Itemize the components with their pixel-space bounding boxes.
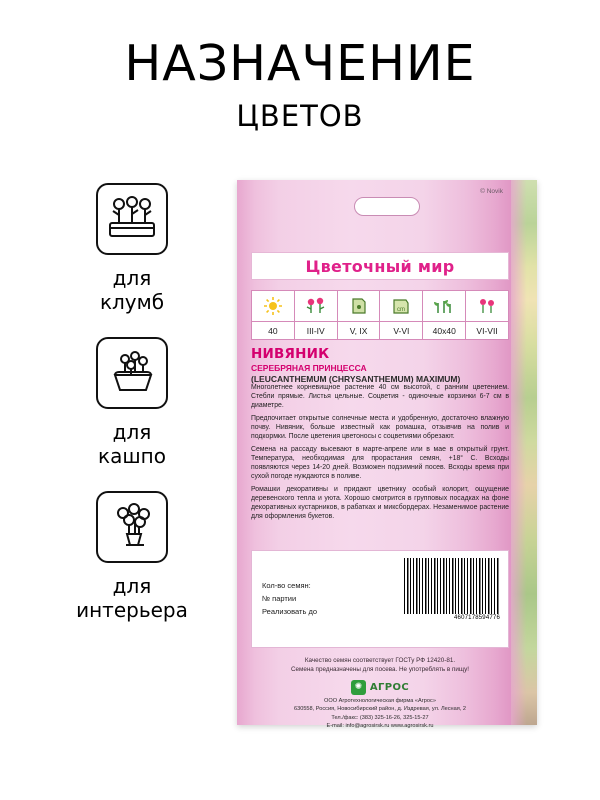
info-value-sowing: III-IV: [295, 321, 338, 339]
packet-fields: [262, 579, 317, 618]
seed-name: НИВЯНИК: [251, 346, 330, 362]
photo-credit: © Novik: [480, 188, 503, 195]
field-batch-number: № партии: [262, 594, 297, 604]
feature-label-flowerbed: для клумб: [99, 266, 165, 315]
packet-data-panel: [251, 550, 509, 648]
page-title-line2: ЦВЕТОВ: [236, 99, 364, 134]
field-sell-by: Реализовать до: [262, 607, 317, 617]
growing-info-table: [251, 290, 509, 340]
feature-label-interior: для интерьера: [76, 573, 188, 622]
seed-variety: СЕРЕБРЯНАЯ ПРИНЦЕССА: [251, 363, 367, 373]
seedling-tray-icon: [380, 291, 423, 321]
seed-packet: [237, 180, 537, 730]
brand-banner: [251, 252, 509, 280]
company-logo: [251, 680, 509, 695]
feature-list: [62, 183, 202, 634]
seed-latin-name: (LEUCANTHEMUM (CHRYSANTHEMUM) MAXIMUM): [251, 374, 461, 384]
page-title: [0, 35, 600, 134]
flowerbed-icon: [96, 183, 168, 255]
sprouts-icon: [423, 291, 466, 321]
info-value-planting: V-VI: [380, 321, 423, 339]
packet-footer: [251, 680, 509, 731]
seed-description: [251, 383, 509, 525]
svg-text:cm: cm: [397, 307, 406, 313]
feature-label-planter: для кашпо: [98, 419, 166, 469]
bloom-icon: [466, 291, 508, 321]
desc-paragraph: Предпочитает открытые солнечные места и удобренную, достаточно влажную почву. Нивяник, больше известный как ромашка, отзывчив на полив и подкормки. После цветения цветоносы с соцветиями обрезают.: [251, 414, 509, 441]
info-value-spacing: 40x40: [423, 321, 466, 339]
flowers-row-icon: [295, 291, 338, 321]
feature-interior: [62, 491, 202, 623]
seed-title-block: [251, 346, 509, 384]
company-line-3: Тел./факс: (383) 325-16-26, 325-15-27: [331, 714, 429, 721]
info-value-flowering: VI-VII: [466, 321, 508, 339]
gost-note: [251, 656, 509, 674]
planter-pot-icon: [96, 337, 168, 409]
company-line-2: 630558, Россия, Новосибирский район, д. Издревая, ул. Лесная, 2: [293, 706, 466, 713]
leaf-icon: ✺: [351, 680, 366, 695]
company-line-1: ООО Агротехнологическая фирма «Агрос»: [324, 698, 436, 704]
company-address: [251, 697, 509, 731]
gost-line-2: Семена предназначены для посева. Не употреблять в пищу!: [290, 666, 470, 674]
info-icon-row: [252, 291, 508, 321]
gost-line-1: Качество семян соответствует ГОСТу РФ 12420-81.: [304, 657, 456, 664]
feature-flowerbed: [62, 183, 202, 315]
seed-packet-icon: [338, 291, 381, 321]
sun-icon: [252, 291, 295, 321]
info-value-row: [252, 321, 508, 339]
info-value-seeding: V, IX: [338, 321, 381, 339]
desc-paragraph: Ромашки декоративны и придают цветнику особый колорит, ощущение деревенского тепла и уюта. Хорошо смотрится в групповых посадках на фоне декоративных кустарников, в рабатках и миксбордерах. Незаменимое растение для оформления букетов.: [251, 485, 509, 520]
desc-paragraph: Многолетнее корневищное растение 40 см высотой, с ранним цветением. Стебли прямые. Листья цельные. Соцветия - одиночные корзинки 6-7 см в диаметре.: [251, 384, 509, 410]
desc-paragraph: Семена на рассаду высевают в марте-апреле или в мае в открытый грунт. Температура, необходимая для прорастания семян, +18° С. Всходы появляются через 14-20 дней. Возможен подзимний посев. Всходы время при сухой погоде нуждаются в поливе.: [251, 445, 509, 480]
barcode-number: 4607178594776: [454, 615, 500, 621]
page-title-line1: НАЗНАЧЕНИЕ: [124, 35, 476, 92]
vase-bouquet-icon: [96, 491, 168, 563]
field-seed-count: Кол-во семян:: [262, 581, 311, 590]
barcode-icon: [404, 558, 500, 614]
feature-planter: [62, 337, 202, 469]
hang-hole: [354, 197, 420, 216]
info-value-height: 40: [252, 321, 295, 339]
brand-name: Цветочный мир: [305, 256, 455, 276]
company-line-4: E-mail: info@agrosirsk.ru www.agrosirsk.ru: [326, 723, 434, 730]
packet-photo-stripe: [511, 180, 537, 725]
company-logo-text: АГРОС: [369, 682, 410, 693]
